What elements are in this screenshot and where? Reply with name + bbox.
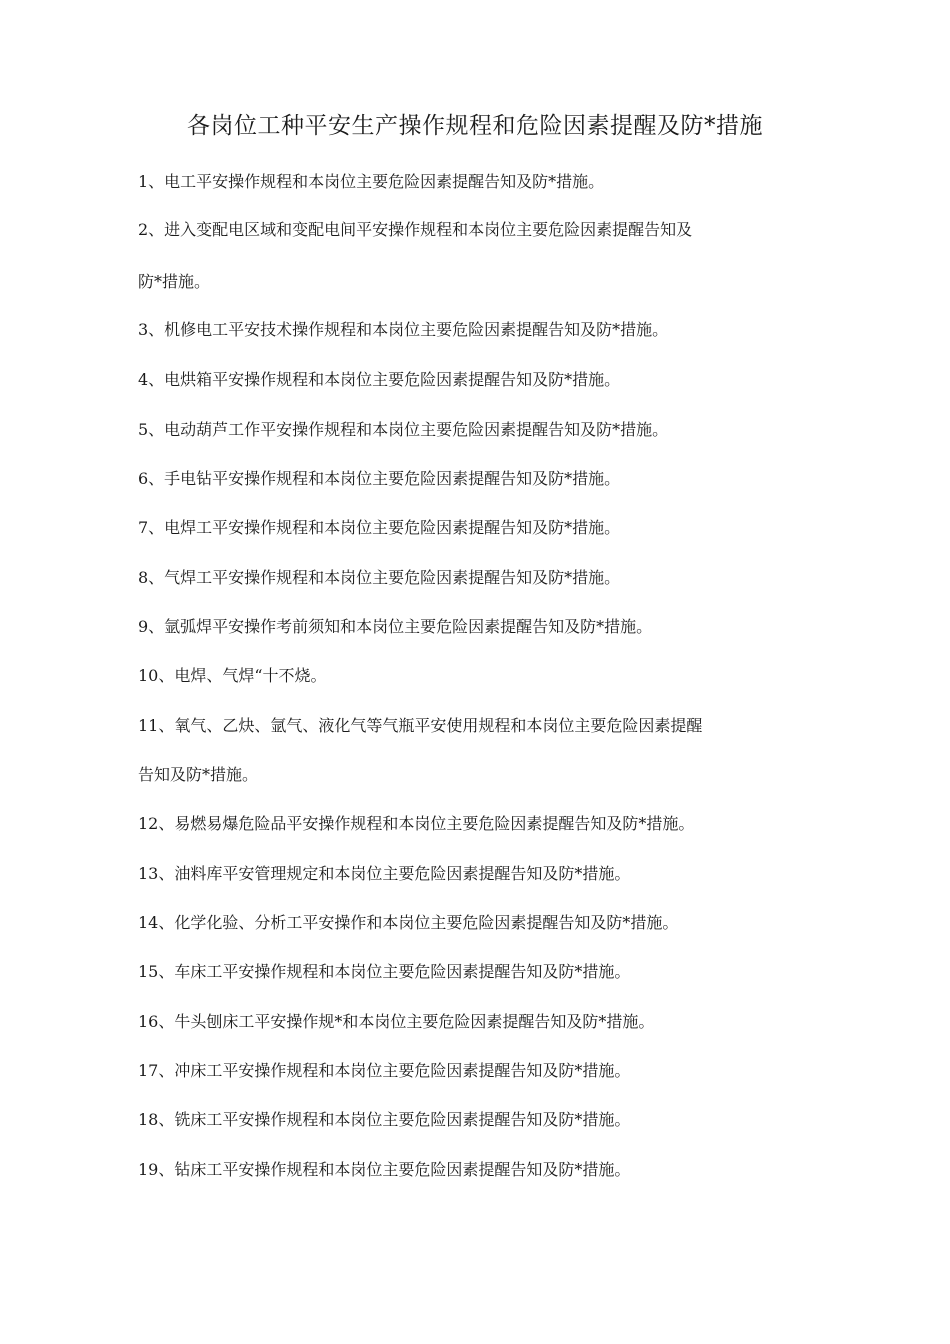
list-item-continuation: 告知及防*措施。 [138,765,259,784]
document-title: 各岗位工种平安生产操作规程和危险因素提醒及防*措施 [187,113,763,139]
list-item: 14、化学化验、分析工平安操作和本岗位主要危险因素提醒告知及防*措施。 [138,913,679,932]
list-item: 16、牛头刨床工平安操作规*和本岗位主要危险因素提醒告知及防*措施。 [138,1012,655,1031]
list-item: 13、油料库平安管理规定和本岗位主要危险因素提醒告知及防*措施。 [138,864,631,883]
list-item: 2、进入变配电区域和变配电间平安操作规程和本岗位主要危险因素提醒告知及 [138,220,693,239]
list-item: 10、电焊、气焊“十不烧。 [138,666,327,685]
list-item: 5、电动葫芦工作平安操作规程和本岗位主要危险因素提醒告知及防*措施。 [138,420,669,439]
list-item: 18、铣床工平安操作规程和本岗位主要危险因素提醒告知及防*措施。 [138,1110,631,1129]
list-item: 11、氧气、乙炔、氩气、液化气等气瓶平安使用规程和本岗位主要危险因素提醒 [138,716,703,735]
list-item: 6、手电钻平安操作规程和本岗位主要危险因素提醒告知及防*措施。 [138,469,621,488]
list-item: 4、电烘箱平安操作规程和本岗位主要危险因素提醒告知及防*措施。 [138,370,621,389]
list-item: 17、冲床工平安操作规程和本岗位主要危险因素提醒告知及防*措施。 [138,1061,631,1080]
list-item: 19、钻床工平安操作规程和本岗位主要危险因素提醒告知及防*措施。 [138,1160,631,1179]
list-item: 9、氩弧焊平安操作考前须知和本岗位主要危险因素提醒告知及防*措施。 [138,617,653,636]
list-item: 8、气焊工平安操作规程和本岗位主要危险因素提醒告知及防*措施。 [138,568,621,587]
list-item: 7、电焊工平安操作规程和本岗位主要危险因素提醒告知及防*措施。 [138,518,621,537]
list-item-continuation: 防*措施。 [138,272,211,291]
list-item: 12、易燃易爆危险品平安操作规程和本岗位主要危险因素提醒告知及防*措施。 [138,814,695,833]
list-item: 1、电工平安操作规程和本岗位主要危险因素提醒告知及防*措施。 [138,172,605,191]
list-item: 15、车床工平安操作规程和本岗位主要危险因素提醒告知及防*措施。 [138,962,631,981]
list-item: 3、机修电工平安技术操作规程和本岗位主要危险因素提醒告知及防*措施。 [138,320,669,339]
